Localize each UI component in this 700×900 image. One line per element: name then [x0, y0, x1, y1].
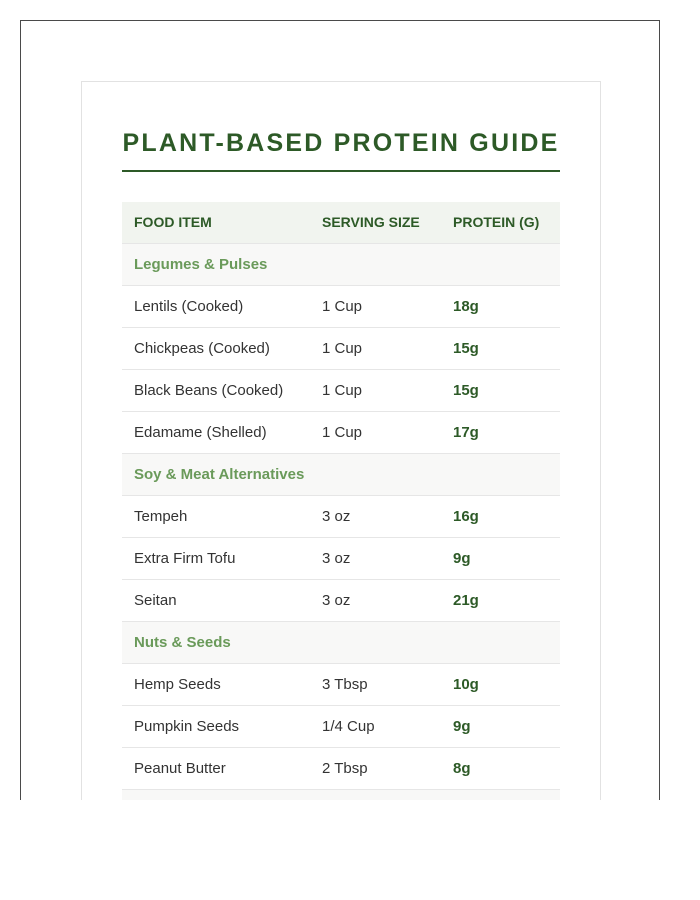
protein-value-cell: 15g: [453, 382, 479, 399]
table-row: [122, 580, 560, 622]
protein-value-cell: 15g: [453, 340, 479, 357]
protein-value-cell: 8g: [453, 760, 471, 777]
table-row: [122, 412, 560, 454]
table-body: [122, 244, 560, 800]
serving-size-cell: 1 Cup: [322, 424, 363, 441]
protein-value-cell: 9g: [453, 718, 471, 735]
page-title: PLANT-BASED PROTEIN GUIDE: [122, 129, 560, 157]
food-item-cell: Peanut Butter: [134, 760, 226, 777]
protein-value-cell: 16g: [453, 508, 479, 525]
category-row: [122, 622, 560, 664]
category-row: [122, 244, 560, 286]
table-row: [122, 328, 560, 370]
serving-size-cell: 1 Cup: [322, 298, 363, 315]
food-item-cell: Seitan: [134, 592, 177, 609]
table-row: [122, 706, 560, 748]
table-row: [122, 538, 560, 580]
food-item-cell: Hemp Seeds: [134, 676, 221, 693]
protein-guide-card: [81, 81, 601, 800]
food-item-cell: Edamame (Shelled): [134, 424, 267, 441]
serving-size-cell: 3 oz: [322, 508, 351, 525]
table-row: [122, 496, 560, 538]
food-item-cell: Lentils (Cooked): [134, 298, 244, 315]
serving-size-cell: 2 Tbsp: [322, 760, 368, 777]
protein-value-cell: 17g: [453, 424, 479, 441]
category-label: Nuts & Seeds: [134, 634, 231, 651]
food-item-cell: Pumpkin Seeds: [134, 718, 240, 735]
column-header-food-item: FOOD ITEM: [134, 214, 212, 230]
protein-value-cell: 21g: [453, 592, 479, 609]
protein-value-cell: 10g: [453, 676, 479, 693]
table-row: [122, 748, 560, 790]
table-row: [122, 664, 560, 706]
serving-size-cell: 1 Cup: [322, 382, 363, 399]
column-header-serving-size: SERVING SIZE: [322, 214, 420, 230]
category-label: Legumes & Pulses: [134, 256, 268, 273]
protein-table: [122, 202, 560, 800]
serving-size-cell: 3 oz: [322, 550, 351, 567]
table-row: [122, 370, 560, 412]
serving-size-cell: 1 Cup: [322, 340, 363, 357]
category-label: Soy & Meat Alternatives: [134, 466, 305, 483]
food-item-cell: Tempeh: [134, 508, 188, 525]
table-row: [122, 286, 560, 328]
serving-size-cell: 3 Tbsp: [322, 676, 368, 693]
serving-size-cell: 1/4 Cup: [322, 718, 375, 735]
category-row: [122, 454, 560, 496]
category-row: [122, 790, 560, 800]
column-header-protein: PROTEIN (G): [453, 214, 540, 230]
protein-value-cell: 18g: [453, 298, 479, 315]
protein-value-cell: 9g: [453, 550, 471, 567]
title-underline: [122, 170, 560, 172]
table-header-row: [122, 202, 560, 244]
food-item-cell: Extra Firm Tofu: [134, 550, 236, 567]
food-item-cell: Chickpeas (Cooked): [134, 340, 270, 357]
serving-size-cell: 3 oz: [322, 592, 351, 609]
food-item-cell: Black Beans (Cooked): [134, 382, 284, 399]
page-frame: [20, 20, 660, 800]
